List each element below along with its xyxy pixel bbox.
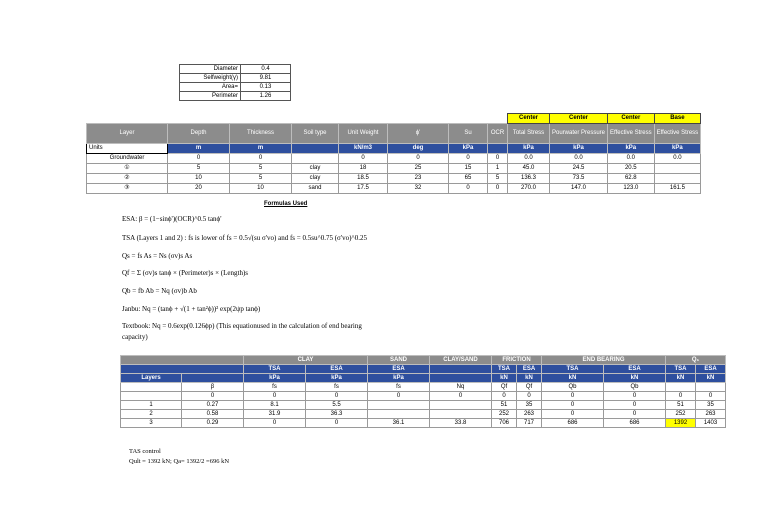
- soil-unit: deg: [388, 144, 449, 154]
- soil-cell: 0.0: [608, 154, 655, 164]
- parameter-row: [180, 65, 291, 74]
- formula-capacity: capacity): [122, 333, 148, 341]
- results-units-row: [121, 374, 726, 383]
- results-cell: 0.27: [182, 401, 244, 410]
- soil-cell: 0.0: [508, 154, 550, 164]
- results-symbol: Qb: [542, 383, 604, 392]
- results-method: ESA: [306, 365, 368, 374]
- soil-cell: ①: [87, 164, 168, 174]
- stress-location-label: Center: [550, 114, 608, 124]
- soil-units-row: [87, 144, 701, 154]
- soil-unit: [292, 144, 339, 154]
- formula-qb: Qb = fb Ab = Nq (σv)b Ab: [122, 287, 197, 295]
- results-method: TSA: [492, 365, 517, 374]
- results-cell: 0: [244, 419, 306, 428]
- soil-layer-row: [87, 174, 701, 184]
- soil-cell: 23: [388, 174, 449, 184]
- soil-cell: 0: [339, 154, 388, 164]
- soil-cell: 123.0: [608, 184, 655, 194]
- soil-unit: kPa: [508, 144, 550, 154]
- soil-cell: 10: [168, 174, 230, 184]
- formula-janbu: Janbu: Nq = (tanϕ + √(1 + tan²ϕ))² exp(2ψp tanϕ): [122, 305, 261, 313]
- soil-cell: Groundwater: [87, 154, 168, 164]
- formulas-title: Formulas Used: [264, 201, 308, 207]
- soil-layer-row: [87, 154, 701, 164]
- results-layer-row: [121, 401, 726, 410]
- soil-cell: 5: [488, 174, 508, 184]
- results-unit: kN: [517, 374, 542, 383]
- soil-cell: 0.0: [654, 154, 701, 164]
- parameter-value: 0.13: [241, 83, 291, 92]
- results-cell: 5.5: [306, 401, 368, 410]
- results-symbol: fs: [306, 383, 368, 392]
- soil-cell: 20.5: [608, 164, 655, 174]
- soil-cell: [292, 154, 339, 164]
- results-cell: [368, 410, 430, 419]
- soil-unit: kPa: [608, 144, 655, 154]
- results-group-row: [121, 356, 726, 365]
- results-cell: [121, 392, 182, 401]
- results-layer-row: [121, 392, 726, 401]
- soil-cell: 147.0: [550, 184, 608, 194]
- results-symbol: Qf: [517, 383, 542, 392]
- parameter-name: Diameter: [180, 65, 241, 74]
- results-cell: 1403: [696, 419, 726, 428]
- formula-textbook: Textbook: Nq = 0.6exp(0.126ϕp) (This equationused in the calculation of end bearing: [122, 322, 362, 330]
- results-unit: kN: [542, 374, 604, 383]
- results-cell: 717: [517, 419, 542, 428]
- results-cell: [368, 401, 430, 410]
- soil-unit: [488, 144, 508, 154]
- results-group-header: FRICTION: [492, 356, 542, 365]
- soil-cell: 62.8: [608, 174, 655, 184]
- parameter-name: Area=: [180, 83, 241, 92]
- soil-cell: 45.0: [508, 164, 550, 174]
- results-method: TSA: [542, 365, 604, 374]
- results-cell: 0: [368, 392, 430, 401]
- results-unit: kN: [604, 374, 666, 383]
- results-cell: [430, 410, 492, 419]
- parameter-value: 9.81: [241, 74, 291, 83]
- results-cell: 51: [666, 401, 696, 410]
- parameter-row: [180, 92, 291, 101]
- results-method-row: [121, 365, 726, 374]
- soil-cell: 24.5: [550, 164, 608, 174]
- results-symbol: Qf: [492, 383, 517, 392]
- results-symbol: Nq: [430, 383, 492, 392]
- blank-cell: [121, 365, 244, 374]
- soil-column-header: Layer: [87, 124, 168, 144]
- results-symbol-row: [121, 383, 726, 392]
- soil-unit: kPa: [654, 144, 701, 154]
- results-cell: 0: [306, 419, 368, 428]
- soil-cell: 5: [168, 164, 230, 174]
- results-group-header: CLAY: [244, 356, 368, 365]
- results-cell: 0: [666, 392, 696, 401]
- soil-cell: 17.5: [339, 184, 388, 194]
- soil-cell: [654, 174, 701, 184]
- results-cell: 263: [517, 410, 542, 419]
- results-symbol: Qb: [604, 383, 666, 392]
- results-cell: 0: [604, 401, 666, 410]
- stress-location-label: Base: [654, 114, 701, 124]
- results-cell: 0: [542, 410, 604, 419]
- soil-cell: 270.0: [508, 184, 550, 194]
- formula-qf: Qf = Σ (σv)s tanϕ × (Perimeter)s × (Length)s: [122, 269, 249, 277]
- soil-cell: [654, 164, 701, 174]
- results-symbol: fs: [368, 383, 430, 392]
- soil-column-header: Pourwater Pressure: [550, 124, 608, 144]
- results-cell: 8.1: [244, 401, 306, 410]
- results-method: ESA: [696, 365, 726, 374]
- parameter-row: [180, 74, 291, 83]
- soil-cell: 161.5: [654, 184, 701, 194]
- soil-cell: 5: [230, 164, 292, 174]
- results-method: ESA: [517, 365, 542, 374]
- soil-cell: 15: [449, 164, 488, 174]
- blank-cell: [430, 374, 492, 383]
- note-capacity: Qult = 1392 kN; Qa= 1392/2 =696 kN: [129, 458, 230, 465]
- soil-cell: ②: [87, 174, 168, 184]
- results-symbol: fs: [244, 383, 306, 392]
- soil-cell: clay: [292, 164, 339, 174]
- results-method: TSA: [666, 365, 696, 374]
- blank-cell: [182, 374, 244, 383]
- results-cell: 0: [696, 392, 726, 401]
- soil-cell: 32: [388, 184, 449, 194]
- soil-unit: m: [168, 144, 230, 154]
- soil-cell: 18: [339, 164, 388, 174]
- results-unit: kN: [696, 374, 726, 383]
- results-method: ESA: [604, 365, 666, 374]
- soil-cell: 5: [230, 174, 292, 184]
- soil-cell: 0: [488, 184, 508, 194]
- soil-column-header: Soil type: [292, 124, 339, 144]
- soil-cell: 0: [449, 154, 488, 164]
- soil-column-header: Depth: [168, 124, 230, 144]
- results-group-header: SAND: [368, 356, 430, 365]
- results-method: ESA: [368, 365, 430, 374]
- results-cell: 263: [696, 410, 726, 419]
- soil-cell: 0: [168, 154, 230, 164]
- soil-cell: sand: [292, 184, 339, 194]
- soil-column-header: Total Stress: [508, 124, 550, 144]
- soil-column-header: Effective Stress: [654, 124, 701, 144]
- soil-cell: 25: [388, 164, 449, 174]
- results-cell: 1: [121, 401, 182, 410]
- results-method: TSA: [244, 365, 306, 374]
- soil-cell: 0.0: [550, 154, 608, 164]
- results-cell: 0.29: [182, 419, 244, 428]
- soil-profile-table: [86, 113, 701, 194]
- results-layer-row: [121, 419, 726, 428]
- soil-cell: ③: [87, 184, 168, 194]
- soil-cell: 0: [388, 154, 449, 164]
- soil-cell: 136.3: [508, 174, 550, 184]
- formula-esa: ESA: β = (1−sinϕ')(OCR)^0.5 tanϕ': [122, 215, 222, 223]
- soil-column-header: Effective Stress: [608, 124, 655, 144]
- results-cell: 35: [696, 401, 726, 410]
- results-cell: 0: [604, 410, 666, 419]
- results-cell: 3: [121, 419, 182, 428]
- blank-cell: [121, 356, 244, 365]
- results-cell: 0: [182, 392, 244, 401]
- soil-cell: 0: [449, 184, 488, 194]
- results-cell: 33.8: [430, 419, 492, 428]
- parameter-name: Perimeter: [180, 92, 241, 101]
- results-cell: 0.58: [182, 410, 244, 419]
- results-group-header: END BEARING: [542, 356, 666, 365]
- soil-cell: 18.5: [339, 174, 388, 184]
- soil-column-header: Su: [449, 124, 488, 144]
- parameter-value: 1.26: [241, 92, 291, 101]
- results-symbol: [696, 383, 726, 392]
- parameter-table: [179, 64, 291, 101]
- results-cell: 0: [542, 401, 604, 410]
- blank-cell: [430, 365, 492, 374]
- parameter-name: Selfweight(γ): [180, 74, 241, 83]
- formula-qs: Qs = fs As = Ns (σv)s As: [122, 252, 193, 260]
- soil-unit: kPa: [550, 144, 608, 154]
- blank-cell: [121, 383, 182, 392]
- results-cell: 0: [517, 392, 542, 401]
- soil-unit: kN/m3: [339, 144, 388, 154]
- soil-column-header: Unit Weight: [339, 124, 388, 144]
- soil-column-header: OCR: [488, 124, 508, 144]
- results-cell: 36.1: [368, 419, 430, 428]
- soil-cell: 20: [168, 184, 230, 194]
- results-group-header: Q₁: [666, 356, 726, 365]
- parameter-row: [180, 83, 291, 92]
- results-cell: [430, 401, 492, 410]
- results-cell: 0: [542, 392, 604, 401]
- results-unit: kPa: [306, 374, 368, 383]
- soil-cell: 10: [230, 184, 292, 194]
- results-cell: 252: [666, 410, 696, 419]
- results-unit: kN: [666, 374, 696, 383]
- soil-column-header: ϕ': [388, 124, 449, 144]
- soil-cell: 65: [449, 174, 488, 184]
- note-control: TAS control: [129, 448, 161, 455]
- stress-location-row: [87, 114, 701, 124]
- results-layer-row: [121, 410, 726, 419]
- capacity-results-table: [120, 355, 726, 428]
- results-cell: 252: [492, 410, 517, 419]
- results-cell: 0: [492, 392, 517, 401]
- soil-unit: kPa: [449, 144, 488, 154]
- soil-cell: 73.5: [550, 174, 608, 184]
- soil-layer-row: [87, 184, 701, 194]
- results-cell: 0: [604, 392, 666, 401]
- soil-cell: 0: [230, 154, 292, 164]
- parameter-value: 0.4: [241, 65, 291, 74]
- results-cell: 1392: [666, 419, 696, 428]
- results-cell: 0: [430, 392, 492, 401]
- results-unit: kN: [492, 374, 517, 383]
- results-cell: 0: [306, 392, 368, 401]
- results-cell: 31.9: [244, 410, 306, 419]
- results-group-header: CLAY/SAND: [430, 356, 492, 365]
- results-cell: 2: [121, 410, 182, 419]
- results-symbol: β: [182, 383, 244, 392]
- formula-tsa: TSA (Layers 1 and 2) : fs is lower of fs = 0.5√(su σ'vo) and fs = 0.5su^0.75 (σ'vo)^0.25: [122, 234, 367, 242]
- results-cell: 686: [604, 419, 666, 428]
- units-label: Units: [87, 144, 168, 154]
- results-cell: 686: [542, 419, 604, 428]
- soil-column-header: Thickness: [230, 124, 292, 144]
- soil-cell: clay: [292, 174, 339, 184]
- soil-cell: 1: [488, 164, 508, 174]
- results-symbol: [666, 383, 696, 392]
- results-cell: 0: [244, 392, 306, 401]
- stress-location-label: Center: [508, 114, 550, 124]
- soil-header-row: [87, 124, 701, 144]
- results-cell: 706: [492, 419, 517, 428]
- results-cell: 36.3: [306, 410, 368, 419]
- results-unit: kPa: [368, 374, 430, 383]
- soil-cell: 0: [488, 154, 508, 164]
- results-cell: 35: [517, 401, 542, 410]
- stress-location-label: Center: [608, 114, 655, 124]
- layers-label: Layers: [121, 374, 182, 383]
- results-unit: kPa: [244, 374, 306, 383]
- blank-cell: [87, 114, 508, 124]
- soil-layer-row: [87, 164, 701, 174]
- soil-unit: m: [230, 144, 292, 154]
- results-cell: 51: [492, 401, 517, 410]
